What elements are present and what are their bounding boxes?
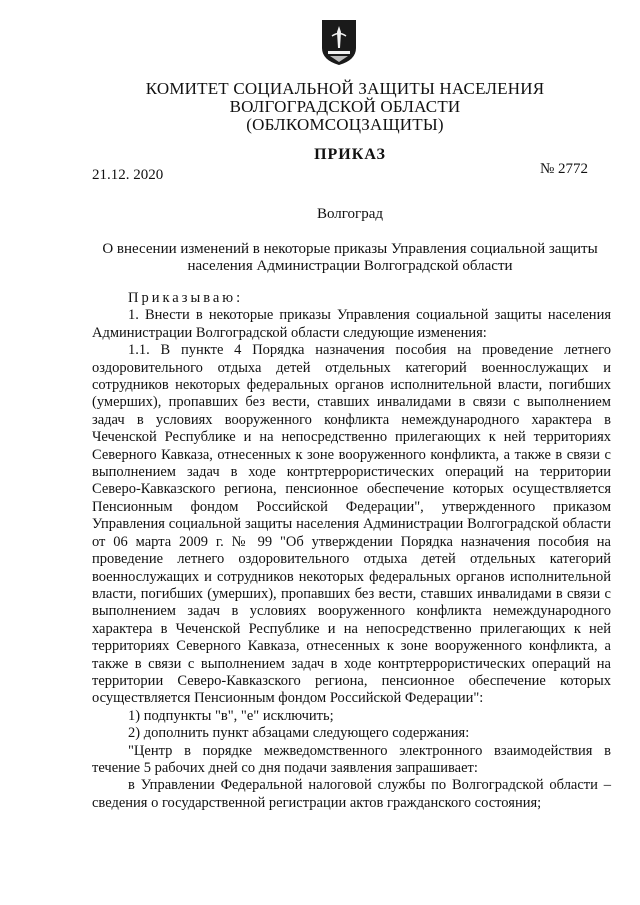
body-paragraph: в Управлении Федеральной налоговой службы по Волгоградской области – сведения о государственной регистрации актов гражданского состояния; — [92, 777, 611, 811]
document-number: № 2772 — [540, 161, 589, 177]
document-date: 21.12. 2020 — [92, 167, 164, 183]
body-paragraph: 1.1. В пункте 4 Порядка назначения пособия на проведение летнего оздоровительного отдыха детей отдельных категорий военнослужащих и сотрудников некоторых федеральных органов исполнительной власти, погибших (умерших), пропавших без вести, ставших инвалидами в связи с выполнением задач в условиях вооруженного конфликта немеждународного характера в Чеченской Республике и на непосредственно прилегающих к ней территориях Северного Кавказа, отнесенных к зоне вооруженного конфликта, а также в связи с выполнением задач в ходе контртеррористических операций на территории Северо-Кавказского региона, пенсионное обеспечение которых осуществляется Пенсионным фондом Российской Федерации", утвержденного приказом Управления социальной защиты населения Администрации Волгоградской области от 06 марта 2009 г. № 99 "Об утверждении Порядка назначения пособия на проведение летнего оздоровительного отдыха детей отдельных категорий военнослужащих и сотрудников некоторых федеральных органов исполнительной власти, погибших (умерших), пропавших без вести, ставших инвалидами в связи с выполнением задач в условиях вооруженного конфликта немеждународного характера в Чеченской Республике и на непосредственно прилегающих к ней территориях Северного Кавказа, отнесенных к зоне вооруженного конфликта, а также в связи с выполнением задач в ходе контртеррористических операций на территории Северо-Кавказского региона, пенсионное обеспечение которых осуществляется Пенсионным фондом Российской Федерации": — [92, 342, 611, 707]
org-name-line-2: ВОЛГОГРАДСКОЙ ОБЛАСТИ — [229, 97, 461, 116]
body-paragraph: 1) подпункты "в", "е" исключить; — [128, 707, 334, 724]
body-paragraph: "Центр в порядке межведомственного электронного взаимодействия в течение 5 рабочих дней со дня подачи заявления запрашивает: — [92, 742, 611, 776]
org-name-line-3: (ОБЛКОМСОЦЗАЩИТЫ) — [246, 115, 444, 134]
document-body — [92, 290, 611, 812]
org-name-line-1: КОМИТЕТ СОЦИАЛЬНОЙ ЗАЩИТЫ НАСЕЛЕНИЯ — [145, 79, 545, 98]
body-paragraph: 1. Внести в некоторые приказы Управления социальной защиты населения Администрации Волгоградской области следующие изменения: — [92, 307, 611, 341]
document-title: ПРИКАЗ — [314, 146, 386, 163]
document-city: Волгоград — [316, 206, 383, 222]
order-word: Приказываю: — [128, 290, 244, 306]
body-paragraph: 2) дополнить пункт абзацами следующего содержания: — [128, 725, 470, 742]
coat-of-arms-icon — [320, 18, 358, 66]
document-subject: О внесении изменений в некоторые приказы Управления социальной защиты населения Администрации Волгоградской области — [102, 241, 598, 274]
